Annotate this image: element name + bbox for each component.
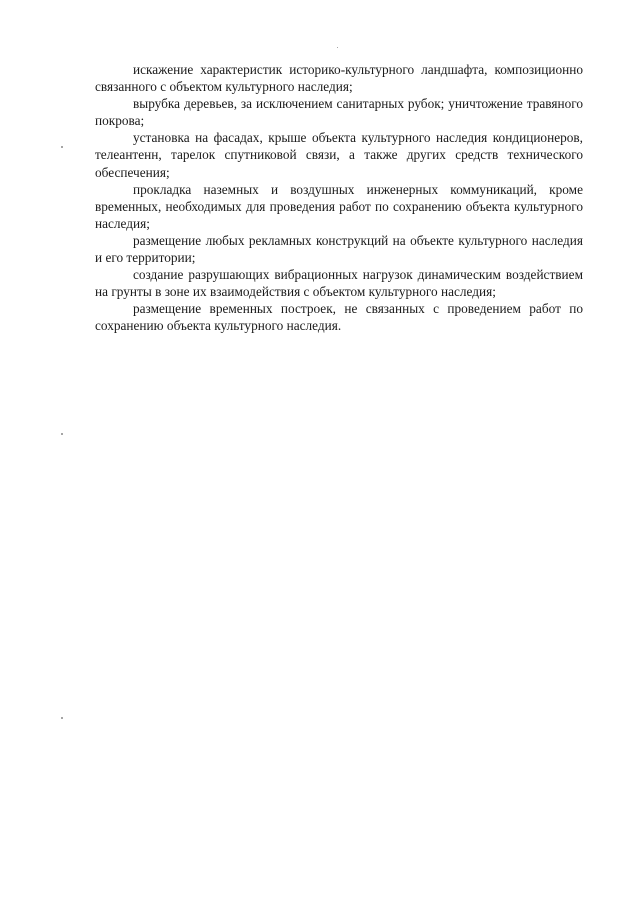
paragraph-vibration-loads: создание разрушающих вибрационных нагрузок динамическим воздействием на грунты в зоне их взаимодействия с объектом культурного наследия; — [95, 267, 583, 300]
scan-speck — [337, 47, 338, 48]
paragraph-landscape-distortion: искажение характеристик историко-культурного ландшафта, композиционно связанного с объектом культурного наследия; — [95, 62, 583, 95]
paragraph-facade-equipment: установка на фасадах, крыше объекта культурного наследия кондиционеров, телеантенн, тарелок спутниковой связи, а также других средств технического обеспечения; — [95, 130, 583, 180]
paragraph-temporary-buildings: размещение временных построек, не связанных с проведением работ по сохранению объекта культурного наследия. — [95, 301, 583, 334]
scan-speck — [61, 146, 63, 148]
paragraph-advertising: размещение любых рекламных конструкций на объекте культурного наследия и его территории; — [95, 232, 583, 266]
paragraph-tree-felling: вырубка деревьев, за исключением санитарных рубок; уничтожение травяного покрова; — [95, 96, 583, 129]
scan-speck — [61, 717, 63, 719]
document-body — [95, 61, 583, 335]
scan-speck — [61, 433, 63, 435]
paragraph-utilities: прокладка наземных и воздушных инженерных коммуникаций, кроме временных, необходимых для проведения работ по сохранению объекта культурного наследия; — [95, 181, 583, 231]
